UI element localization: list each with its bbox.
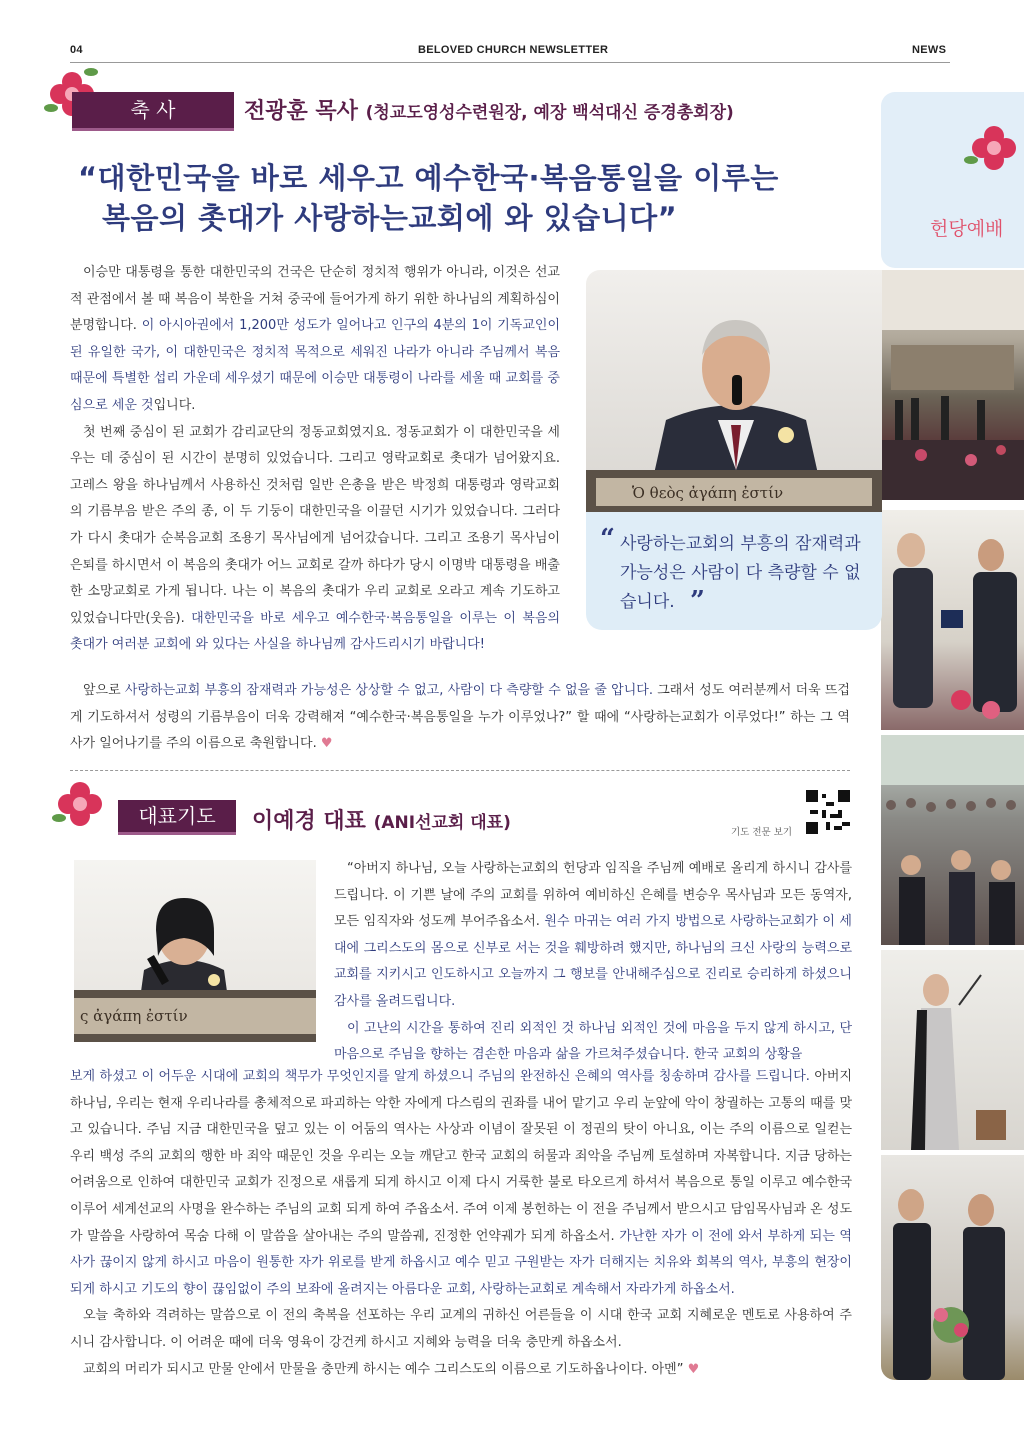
- side-label: 헌당예배: [930, 218, 1004, 240]
- body-text: 첫 번째 중심이 된 교회가 감리교단의 정동교회였지요. 정동교회가 이 대한민국을 세우는 데 중심이 된 시간이 분명히 있었습니다. 그리고 영락교회로 촛대가 넘어왔지요. 고레스 왕을 하나님께서 사용하신 것처럼 일반 은총을 받은 박정희 대통령과 영락교회의 기름부음 받은 주의 종, 이 두 기둥이 대한민국을 이끌던 시기가 있었습니다. 그러다가 다시 촛대가 순복음교회 조용기 목사님에게 넘어갔습니다. 그리고 조용기 목사님이 은퇴를 하시면서 이 복음의 촛대가 어느 교회로 갈까 하다가 당시 이명박 대통령을 배출한 소망교회로 가게 됩니다. 나는 이 복음의 촛대가 우리 교회로 오라고 계속 기도하고 있었습니다만(웃음).: [70, 424, 560, 626]
- pulpit-inscription: ς ἀγάπη ἐστίν: [80, 1007, 188, 1025]
- headline-line-2: 복음의 촛대가 사랑하는교회에 와 있습니다”: [102, 201, 678, 235]
- greeting-image: [881, 1155, 1024, 1380]
- side-photo-ceremony: [881, 270, 1024, 500]
- body-text: 그래서 성도 여러분께서 더욱 뜨겁게 기도하셔서 성령의 기름부음이 더욱 강력해져 “예수한국·복음통일을 누가 이루었나?” 할 때에 “사랑하는교회가 이루었다!” 하는 그 역사가 일어나기를 주의 이름으로 축원합니다.: [70, 683, 850, 752]
- article1-paragraph: [70, 678, 850, 758]
- speaker-title: (청교도영성수련원장, 예장 백석대신 증경총회장): [365, 103, 734, 123]
- article2-body-wide: [70, 1064, 852, 1383]
- speaker-name: 전광훈 목사: [244, 99, 358, 124]
- highlight-text: 대한민국을 바로 세우고 예수한국·복음통일을 이루는 이 복음의 촛대가 여러분 교회에 와 있다는 사실을 하나님께 감사드리시기 바랍니다!: [70, 610, 561, 653]
- body-text: “아버지 하나님, 오늘 사랑하는교회의 헌당과 임직을 주님께 예배로 올리게 하시니 감사를 드립니다. 이 기쁜 날에 주의 교회를 위하여 예비하신 은혜를 변승우 목사님과 모든 동역자, 모든 임직자와 성도께 부어주옵소서.: [334, 861, 852, 930]
- newsletter-title: BELOVED CHURCH NEWSLETTER: [418, 44, 609, 56]
- congratulation-tag: [72, 92, 234, 131]
- flower-icon: [58, 782, 102, 826]
- side-photo-congregation: [881, 735, 1024, 945]
- open-quote-icon: “: [600, 524, 615, 554]
- pull-quote: 사랑하는교회의 부흥의 잠재력과 가능성은 사람이 다 측량할 수 없습니다.: [620, 534, 861, 612]
- speaker-name: 이예경 대표: [252, 809, 366, 834]
- highlight-text: 사랑하는교회 부흥의 잠재력과 가능성은 상상할 수 없고, 사람이 다 측량할 수 없을 줄 압니다.: [124, 683, 653, 698]
- qr-code-icon[interactable]: [806, 790, 850, 834]
- side-photo-singer: [881, 950, 1024, 1150]
- highlight-text: 이 아시아권에서 1,200만 성도가 일어나고 인구의 4분의 1이 기독교인이 된 유일한 국가, 이 대한민국은 정치적 목적으로 세워진 나라가 아니라 주님께서 복음 때문에 특별한 섭리 가운데 세우셨기 때문에 이승만 대통령이 나라를 세울 때 교회를 중심으로 세운 것: [70, 318, 560, 413]
- speaker-title: (ANI선교회 대표): [373, 813, 511, 833]
- section-divider: [70, 770, 850, 771]
- congratulation-tag-label: 축 사: [130, 98, 176, 122]
- header-divider: [70, 62, 950, 63]
- qr-label: 기도 전문 보기: [731, 827, 793, 838]
- highlight-text: 보게 하셨고 이 어두운 시대에 교회의 책무가 무엇인지를 알게 하셨으니 주님의 완전하신 은혜의 역사를 칭송하며 감사를 드립니다.: [70, 1069, 810, 1084]
- pulpit-inscription: Ὁ θεὸς ἀγάπη ἐστίν: [632, 484, 784, 502]
- article2-paragraph: [70, 1357, 852, 1384]
- body-text: 입니다.: [153, 397, 196, 413]
- page-number: 04: [70, 44, 83, 56]
- headline-quote: [78, 158, 779, 238]
- flower-icon: [972, 126, 1016, 170]
- article2-body-narrow: [334, 856, 852, 1069]
- prayer-tag: [118, 800, 236, 835]
- speaker-photo: [586, 270, 882, 512]
- side-photo-award: [881, 510, 1024, 730]
- headline-line-1: “대한민국을 바로 세우고 예수한국·복음통일을 이루는: [78, 161, 779, 195]
- article2-paragraph: [70, 1064, 852, 1303]
- article1-body-wide: [70, 678, 850, 758]
- body-text: 교회의 머리가 되시고 만물 안에서 만물을 충만케 하시는 예수 그리스도의 이름으로 기도하옵나이다. 아멘”: [83, 1361, 684, 1377]
- congregation-image: [881, 735, 1024, 945]
- side-photo-greeting: [881, 1155, 1024, 1380]
- article2-paragraph: 오늘 축하와 격려하는 말씀으로 이 전의 축복을 선포하는 우리 교계의 귀하신 어른들을 이 시대 한국 교회 지혜로운 멘토로 사용하여 주시니 감사합니다. 이 어려운 때에 더욱 영육이 강건케 하시고 지혜와 능력을 더욱 충만케 하옵소서.: [70, 1308, 852, 1350]
- award-image: [881, 510, 1024, 730]
- body-text: 앞으로: [83, 683, 125, 698]
- speaker-heading: [244, 94, 734, 125]
- singer-image: [881, 950, 1024, 1150]
- article2-paragraph: [334, 856, 852, 1016]
- highlight-text: 원수 마귀는 여러 가지 방법으로 사랑하는교회가 이 세대에 그리스도의 몸으로 신부로 서는 것을 훼방하려 했지만, 하나님의 크신 사랑의 능력으로 교회를 지키시고 인도하시고 오늘까지 그 행보를 안내해주심으로 진리로 승리하게 하셨으니 감사를 올려드립니다.: [334, 914, 852, 1009]
- body-text: 이승만 대통령을 통한 대한민국의 건국은 단순히 정치적 행위가 아니라, 이것은 선교적 관점에서 볼 때 복음이 북한을 거쳐 중국에 들어가게 하기 위한 하나님의 계획하심이 분명합니다.: [70, 265, 560, 334]
- speaker-heading: [252, 804, 511, 835]
- article2-paragraph: 이 고난의 시간을 통하여 진리 외적인 것 하나님 외적인 것에 마음을 두지 않게 하시고, 단 마음으로 주님을 향하는 겸손한 마음과 삶을 가르쳐주셨습니다. 한국 교회의 상황을: [334, 1020, 852, 1063]
- heart-icon: ♥: [320, 736, 333, 752]
- article1-body: [70, 260, 560, 659]
- article1-paragraph: [70, 420, 560, 659]
- prayer-tag-label: 대표기도: [138, 804, 216, 828]
- heart-icon: ♥: [687, 1361, 700, 1377]
- prayer-speaker-photo: [74, 860, 316, 1042]
- speaker-image: [586, 270, 882, 512]
- side-panel: [881, 92, 1024, 268]
- close-quote-icon: ”: [690, 586, 705, 616]
- section-label: NEWS: [912, 44, 947, 56]
- article1-paragraph: [70, 260, 560, 420]
- body-text: 아버지 하나님, 우리는 현재 우리나라를 총체적으로 파괴하는 악한 자에게 다스림의 권좌를 내어 맡기고 우리 눈앞에 악이 창궐하는 고통의 때를 맞고 있습니다. 주님 지금 대한민국을 덮고 있는 이 어둠의 역사는 사상과 이념이 잘못된 이 정권의 탓이 아니요, 이는 주의 이름으로 일컫는 우리 백성 주의 교회의 행한 바 죄악 때문인 것을 우리는 오늘 깨닫고 한국 교회의 허물과 죄악을 주님께 토설하며 자복합니다. 지금 당하는 어려움으로 인하여 대한민국 교회가 진정으로 새롭게 되게 하시고 이제 다시 거룩한 불로 타오르게 하셔서 복음으로 통일 이루고 예수한국 이루어 세계선교의 사명을 완수하는 주님의 교회 되게 하여 주옵소서. 주여 이제 봉헌하는 이 전을 주님께서 받으시고 담임목사님과 온 성도가 말씀을 사랑하여 목숨 다해 이 말씀을 살아내는 주의 말씀궤, 진정한 언약궤가 되게 하옵소서.: [70, 1069, 853, 1244]
- highlight-text: 가난한 자가 이 전에 와서 부하게 되는 역사가 끊이지 않게 하시고 마음이 원통한 자가 위로를 받게 하옵시고 예수 믿고 구원받는 자가 더해지는 치유와 회복의 역사, 부흥의 현장이 되게 하시고 기도의 향이 끊임없이 주의 보좌에 올려지는 아름다운 교회, 사랑하는교회로 계속해서 자라가게 하옵소서.: [70, 1228, 852, 1297]
- ceremony-image: [881, 270, 1024, 500]
